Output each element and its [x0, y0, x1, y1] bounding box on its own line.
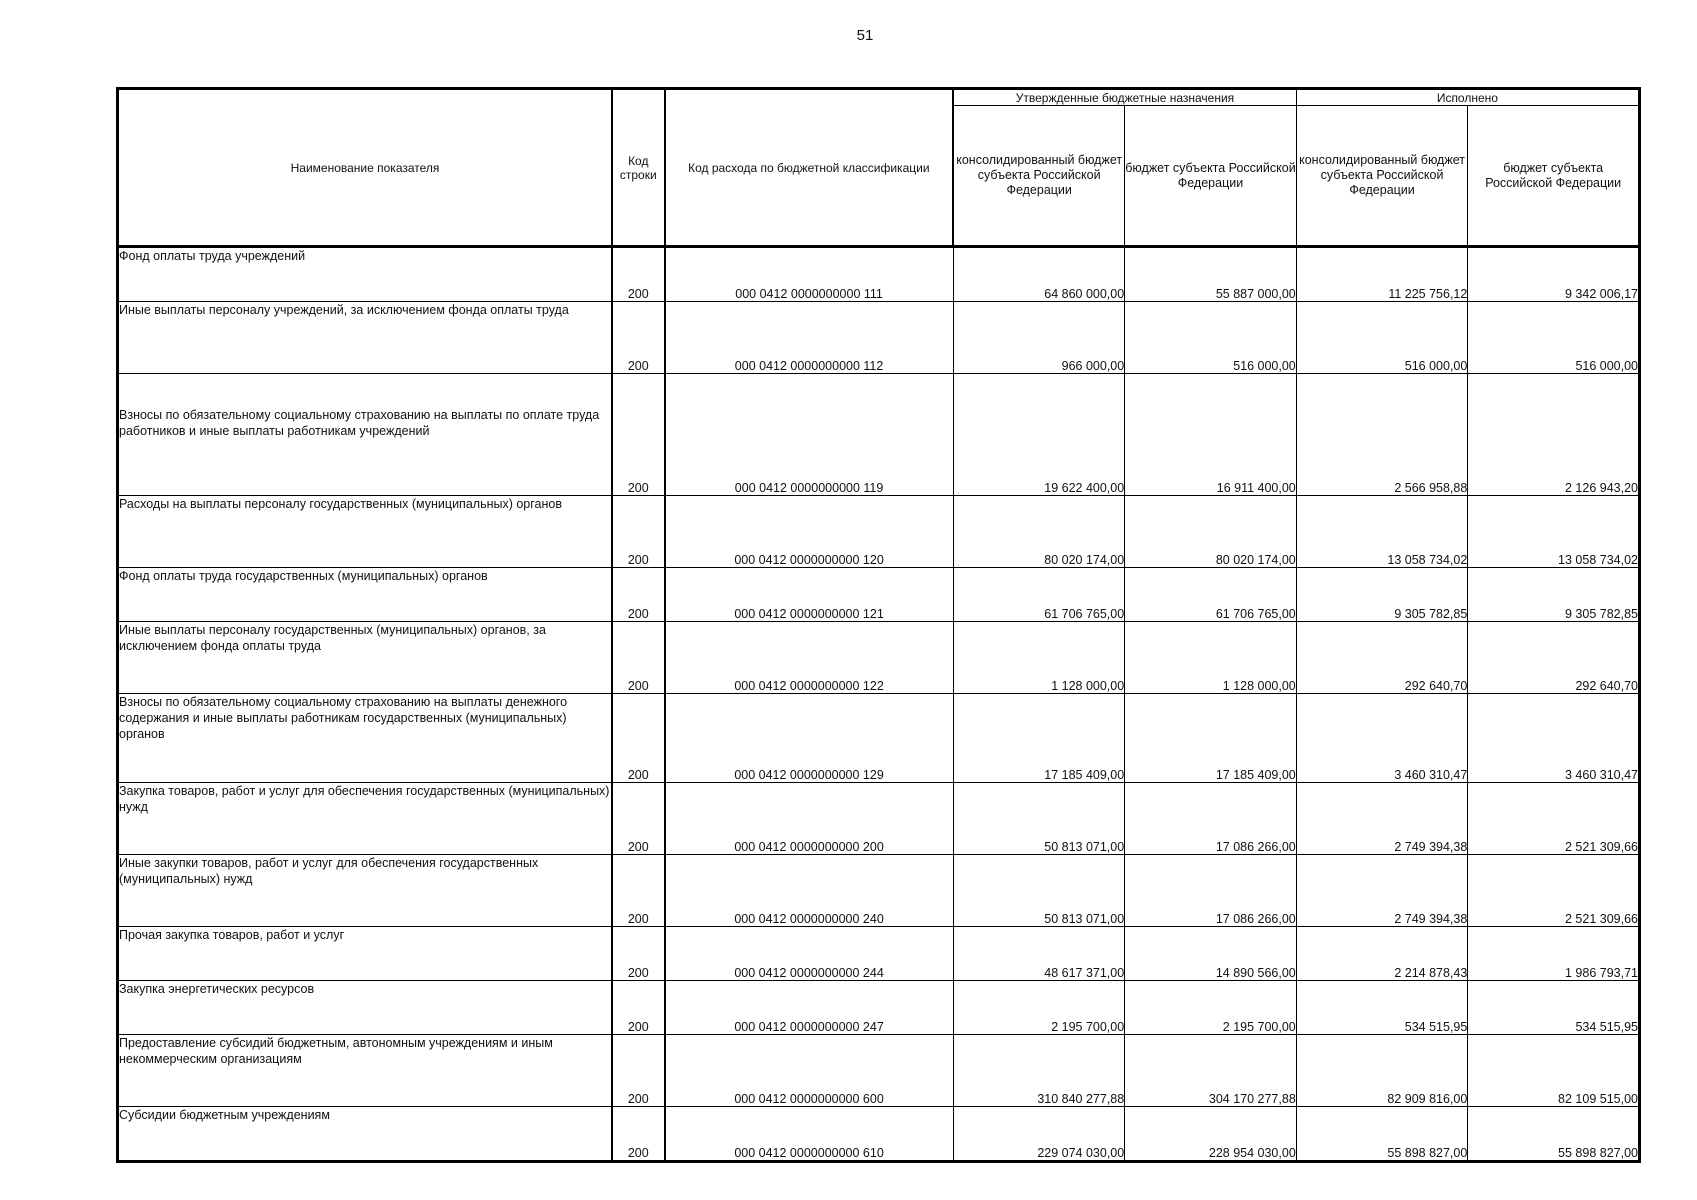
row-subject-executed: 55 898 827,00 [1468, 1107, 1640, 1162]
row-classification: 000 0412 0000000000 247 [665, 981, 954, 1035]
table-header-row-top [118, 89, 1640, 106]
row-code: 200 [612, 374, 664, 496]
row-subject-executed: 2 521 309,66 [1468, 783, 1640, 855]
row-name: Иные выплаты персоналу учреждений, за исключением фонда оплаты труда [118, 302, 613, 374]
row-subject-executed: 82 109 515,00 [1468, 1035, 1640, 1107]
row-code: 200 [612, 694, 664, 783]
row-consolidated-executed: 516 000,00 [1296, 302, 1468, 374]
row-consolidated-approved: 50 813 071,00 [953, 855, 1125, 927]
row-consolidated-executed: 292 640,70 [1296, 622, 1468, 694]
row-subject-approved: 1 128 000,00 [1125, 622, 1297, 694]
row-subject-approved: 2 195 700,00 [1125, 981, 1297, 1035]
row-consolidated-approved: 17 185 409,00 [953, 694, 1125, 783]
row-code: 200 [612, 622, 664, 694]
row-subject-approved: 16 911 400,00 [1125, 374, 1297, 496]
row-code: 200 [612, 1035, 664, 1107]
row-code: 200 [612, 927, 664, 981]
row-consolidated-approved: 64 860 000,00 [953, 247, 1125, 302]
header-code: Код строки [612, 89, 664, 247]
budget-expenditure-table [116, 87, 1641, 1163]
row-classification: 000 0412 0000000000 112 [665, 302, 954, 374]
row-subject-approved: 80 020 174,00 [1125, 496, 1297, 568]
row-consolidated-approved: 19 622 400,00 [953, 374, 1125, 496]
row-name: Иные закупки товаров, работ и услуг для обеспечения государственных (муниципальных) нужд [118, 855, 613, 927]
row-consolidated-executed: 82 909 816,00 [1296, 1035, 1468, 1107]
table-row [118, 302, 1640, 374]
row-classification: 000 0412 0000000000 244 [665, 927, 954, 981]
row-consolidated-executed: 2 749 394,38 [1296, 855, 1468, 927]
row-name: Прочая закупка товаров, работ и услуг [118, 927, 613, 981]
row-subject-approved: 17 185 409,00 [1125, 694, 1297, 783]
row-subject-executed: 3 460 310,47 [1468, 694, 1640, 783]
header-classification: Код расхода по бюджетной классификации [665, 89, 954, 247]
row-subject-approved: 17 086 266,00 [1125, 855, 1297, 927]
row-subject-executed: 1 986 793,71 [1468, 927, 1640, 981]
row-code: 200 [612, 496, 664, 568]
row-code: 200 [612, 568, 664, 622]
row-name: Закупка энергетических ресурсов [118, 981, 613, 1035]
row-code: 200 [612, 855, 664, 927]
row-classification: 000 0412 0000000000 122 [665, 622, 954, 694]
table-row [118, 981, 1640, 1035]
row-subject-executed: 534 515,95 [1468, 981, 1640, 1035]
row-subject-executed: 2 521 309,66 [1468, 855, 1640, 927]
table-row [118, 247, 1640, 302]
row-name: Фонд оплаты труда государственных (муниципальных) органов [118, 568, 613, 622]
row-subject-executed: 292 640,70 [1468, 622, 1640, 694]
row-consolidated-approved: 229 074 030,00 [953, 1107, 1125, 1162]
table-row [118, 622, 1640, 694]
row-consolidated-approved: 1 128 000,00 [953, 622, 1125, 694]
table-row [118, 783, 1640, 855]
row-name: Предоставление субсидий бюджетным, автономным учреждениям и иным некоммерческим организациям [118, 1035, 613, 1107]
table-row [118, 374, 1640, 496]
row-subject-approved: 14 890 566,00 [1125, 927, 1297, 981]
row-subject-executed: 516 000,00 [1468, 302, 1640, 374]
row-name: Фонд оплаты труда учреждений [118, 247, 613, 302]
header-name: Наименование показателя [118, 89, 613, 247]
row-code: 200 [612, 1107, 664, 1162]
row-classification: 000 0412 0000000000 600 [665, 1035, 954, 1107]
page-number: 51 [856, 27, 874, 44]
row-code: 200 [612, 247, 664, 302]
row-consolidated-approved: 50 813 071,00 [953, 783, 1125, 855]
row-name: Расходы на выплаты персоналу государственных (муниципальных) органов [118, 496, 613, 568]
row-classification: 000 0412 0000000000 610 [665, 1107, 954, 1162]
row-subject-executed: 13 058 734,02 [1468, 496, 1640, 568]
table-row [118, 855, 1640, 927]
row-consolidated-executed: 3 460 310,47 [1296, 694, 1468, 783]
row-consolidated-executed: 2 749 394,38 [1296, 783, 1468, 855]
row-classification: 000 0412 0000000000 121 [665, 568, 954, 622]
row-consolidated-approved: 48 617 371,00 [953, 927, 1125, 981]
row-subject-approved: 17 086 266,00 [1125, 783, 1297, 855]
table-row [118, 568, 1640, 622]
row-consolidated-approved: 310 840 277,88 [953, 1035, 1125, 1107]
row-classification: 000 0412 0000000000 119 [665, 374, 954, 496]
header-consolidated-executed: консолидированный бюджет субъекта Российской Федерации [1296, 106, 1468, 247]
row-name: Субсидии бюджетным учреждениям [118, 1107, 613, 1162]
table-row [118, 694, 1640, 783]
row-consolidated-executed: 55 898 827,00 [1296, 1107, 1468, 1162]
row-classification: 000 0412 0000000000 129 [665, 694, 954, 783]
row-subject-approved: 304 170 277,88 [1125, 1035, 1297, 1107]
row-subject-approved: 516 000,00 [1125, 302, 1297, 374]
row-classification: 000 0412 0000000000 200 [665, 783, 954, 855]
row-code: 200 [612, 783, 664, 855]
row-consolidated-approved: 61 706 765,00 [953, 568, 1125, 622]
row-consolidated-executed: 11 225 756,12 [1296, 247, 1468, 302]
header-executed-group: Исполнено [1296, 89, 1639, 106]
row-code: 200 [612, 981, 664, 1035]
header-subject-executed: бюджет субъекта Российской Федерации [1468, 106, 1640, 247]
row-consolidated-executed: 2 566 958,88 [1296, 374, 1468, 496]
row-name: Взносы по обязательному социальному страхованию на выплаты денежного содержания и иные выплаты работникам государственных (муниципальных) органов [118, 694, 613, 783]
table-row [118, 927, 1640, 981]
table-row [118, 1035, 1640, 1107]
row-name: Взносы по обязательному социальному страхованию на выплаты по оплате труда работников и иные выплаты работникам учреждений [118, 374, 613, 496]
row-subject-approved: 61 706 765,00 [1125, 568, 1297, 622]
table-row [118, 496, 1640, 568]
row-consolidated-approved: 2 195 700,00 [953, 981, 1125, 1035]
header-consolidated-approved: консолидированный бюджет субъекта Российской Федерации [953, 106, 1125, 247]
row-consolidated-executed: 9 305 782,85 [1296, 568, 1468, 622]
row-consolidated-executed: 13 058 734,02 [1296, 496, 1468, 568]
row-subject-executed: 9 305 782,85 [1468, 568, 1640, 622]
header-approved-group: Утвержденные бюджетные назначения [953, 89, 1296, 106]
row-subject-approved: 55 887 000,00 [1125, 247, 1297, 302]
row-classification: 000 0412 0000000000 240 [665, 855, 954, 927]
row-subject-approved: 228 954 030,00 [1125, 1107, 1297, 1162]
row-subject-executed: 2 126 943,20 [1468, 374, 1640, 496]
row-name: Иные выплаты персоналу государственных (муниципальных) органов, за исключением фонда оплаты труда [118, 622, 613, 694]
table-row [118, 1107, 1640, 1162]
row-consolidated-executed: 2 214 878,43 [1296, 927, 1468, 981]
table-body [118, 247, 1640, 1162]
row-consolidated-approved: 966 000,00 [953, 302, 1125, 374]
row-consolidated-approved: 80 020 174,00 [953, 496, 1125, 568]
row-classification: 000 0412 0000000000 120 [665, 496, 954, 568]
row-classification: 000 0412 0000000000 111 [665, 247, 954, 302]
row-code: 200 [612, 302, 664, 374]
row-consolidated-executed: 534 515,95 [1296, 981, 1468, 1035]
row-subject-executed: 9 342 006,17 [1468, 247, 1640, 302]
header-subject-approved: бюджет субъекта Российской Федерации [1125, 106, 1297, 247]
row-name: Закупка товаров, работ и услуг для обеспечения государственных (муниципальных) нужд [118, 783, 613, 855]
